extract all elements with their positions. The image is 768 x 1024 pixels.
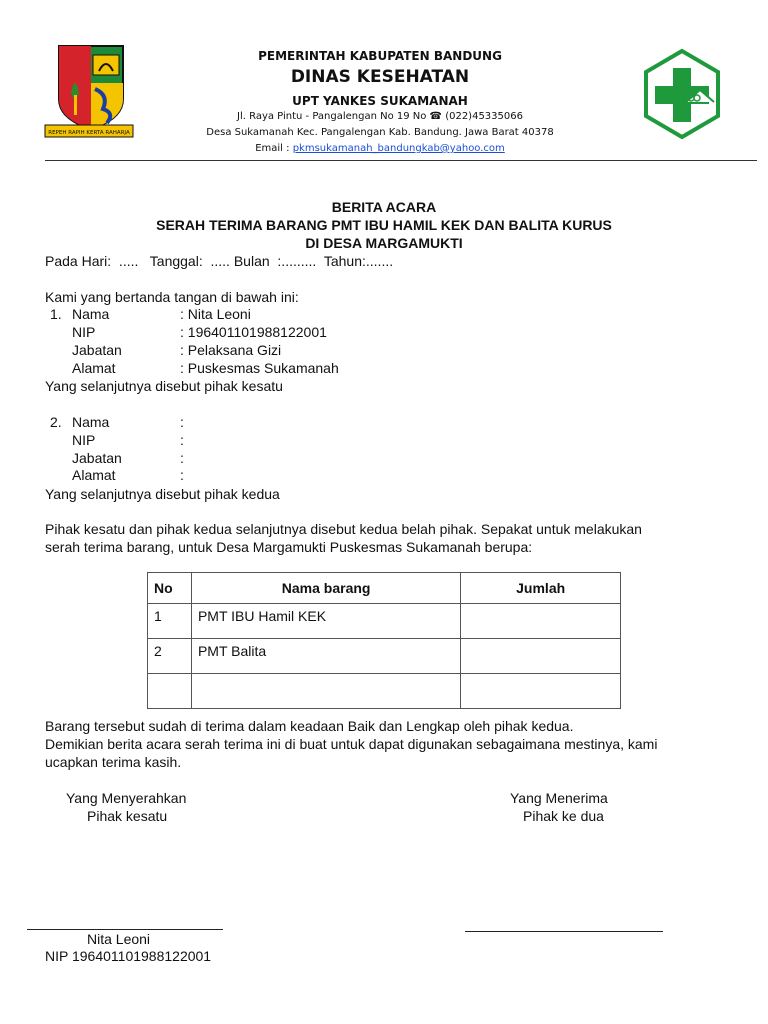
cell-qty — [461, 639, 621, 674]
party1-name-label: Nama — [72, 306, 110, 322]
closing-line3: ucapkan terima kasih. — [45, 754, 182, 770]
col-header-qty: Jumlah — [461, 573, 621, 604]
col-header-item: Nama barang — [191, 573, 460, 604]
header-email-line — [160, 143, 600, 154]
signature-line-right — [465, 931, 663, 932]
signer-right-sub: Pihak ke dua — [523, 808, 604, 824]
party2-position-value: : — [180, 450, 184, 466]
cell-item: PMT Balita — [191, 639, 460, 674]
kabupaten-bandung-crest — [43, 43, 135, 141]
doc-location: DI DESA MARGAMUKTI — [305, 235, 463, 251]
party1-address-value: : Puskesmas Sukamanah — [180, 360, 339, 376]
doc-title: BERITA ACARA — [331, 199, 437, 215]
party1-nip-value: : 196401101988122001 — [180, 324, 327, 340]
signer-left-nip: NIP 196401101988122001 — [45, 948, 212, 964]
party1-address-label: Alamat — [72, 360, 116, 376]
health-cross-logo — [642, 48, 722, 140]
col-header-no: No — [148, 573, 192, 604]
party2-name-value: : — [180, 414, 184, 430]
email-link[interactable]: pkmsukamanah_bandungkab@yahoo.com — [292, 143, 505, 154]
party2-note: Yang selanjutnya disebut pihak kedua — [45, 486, 280, 502]
header-divider — [45, 160, 757, 161]
closing-line2: Demikian berita acara serah terima ini di buat untuk dapat digunakan sebagaimana mestinya, kami — [45, 736, 658, 752]
party2-number: 2. — [50, 414, 62, 430]
party2-address-value: : — [180, 467, 184, 483]
cell-no: 1 — [148, 604, 192, 639]
header-unit: UPT YANKES SUKAMANAH — [292, 94, 468, 108]
signer-right-title: Yang Menerima — [510, 790, 608, 806]
items-table — [147, 572, 621, 709]
header-address-line1: Jl. Raya Pintu - Pangalengan No 19 No ☎ (022)45335066 — [237, 111, 523, 122]
closing-line1: Barang tersebut sudah di terima dalam keadaan Baik dan Lengkap oleh pihak kedua. — [45, 718, 574, 734]
intro-text: Kami yang bertanda tangan di bawah ini: — [45, 289, 299, 305]
header-address-line2: Desa Sukamanah Kec. Pangalengan Kab. Bandung. Jawa Barat 40378 — [206, 127, 554, 138]
cell-item: PMT IBU Hamil KEK — [191, 604, 460, 639]
signature-line-left — [27, 929, 223, 930]
party2-nip-label: NIP — [72, 432, 96, 448]
email-label: Email : — [255, 143, 293, 154]
table-row — [148, 639, 621, 674]
table-row — [148, 674, 621, 709]
crest-motto: REPEH RAPIH KERTA RAHARJA — [48, 130, 130, 136]
party1-name-value: : Nita Leoni — [180, 306, 251, 322]
party2-address-label: Alamat — [72, 467, 116, 483]
signer-left-sub: Pihak kesatu — [87, 808, 168, 824]
cell-item — [191, 674, 460, 709]
cell-qty — [461, 604, 621, 639]
cell-no: 2 — [148, 639, 192, 674]
header-office: DINAS KESEHATAN — [290, 67, 470, 87]
doc-subtitle: SERAH TERIMA BARANG PMT IBU HAMIL KEK DAN BALITA KURUS — [156, 217, 612, 233]
table-row — [148, 604, 621, 639]
date-line: Pada Hari: ..... Tanggal: ..... Bulan :......... Tahun:....... — [45, 253, 394, 269]
party1-position-value: : Pelaksana Gizi — [180, 342, 282, 358]
party2-nip-value: : — [180, 432, 184, 448]
signer-left-title: Yang Menyerahkan — [66, 790, 187, 806]
agreement-paragraph-line2: serah terima barang, untuk Desa Margamukti Puskesmas Sukamanah berupa: — [45, 539, 533, 555]
party1-nip-label: NIP — [72, 324, 96, 340]
party2-position-label: Jabatan — [72, 450, 122, 466]
header-government: PEMERINTAH KABUPATEN BANDUNG — [258, 49, 502, 63]
party1-position-label: Jabatan — [72, 342, 122, 358]
party1-note: Yang selanjutnya disebut pihak kesatu — [45, 378, 283, 394]
agreement-paragraph-line1: Pihak kesatu dan pihak kedua selanjutnya disebut kedua belah pihak. Sepakat untuk melakukan — [45, 521, 642, 537]
cell-qty — [461, 674, 621, 709]
party1-number: 1. — [50, 306, 62, 322]
signer-left-name: Nita Leoni — [87, 931, 151, 947]
table-header-row — [148, 573, 621, 604]
cell-no — [148, 674, 192, 709]
party2-name-label: Nama — [72, 414, 110, 430]
